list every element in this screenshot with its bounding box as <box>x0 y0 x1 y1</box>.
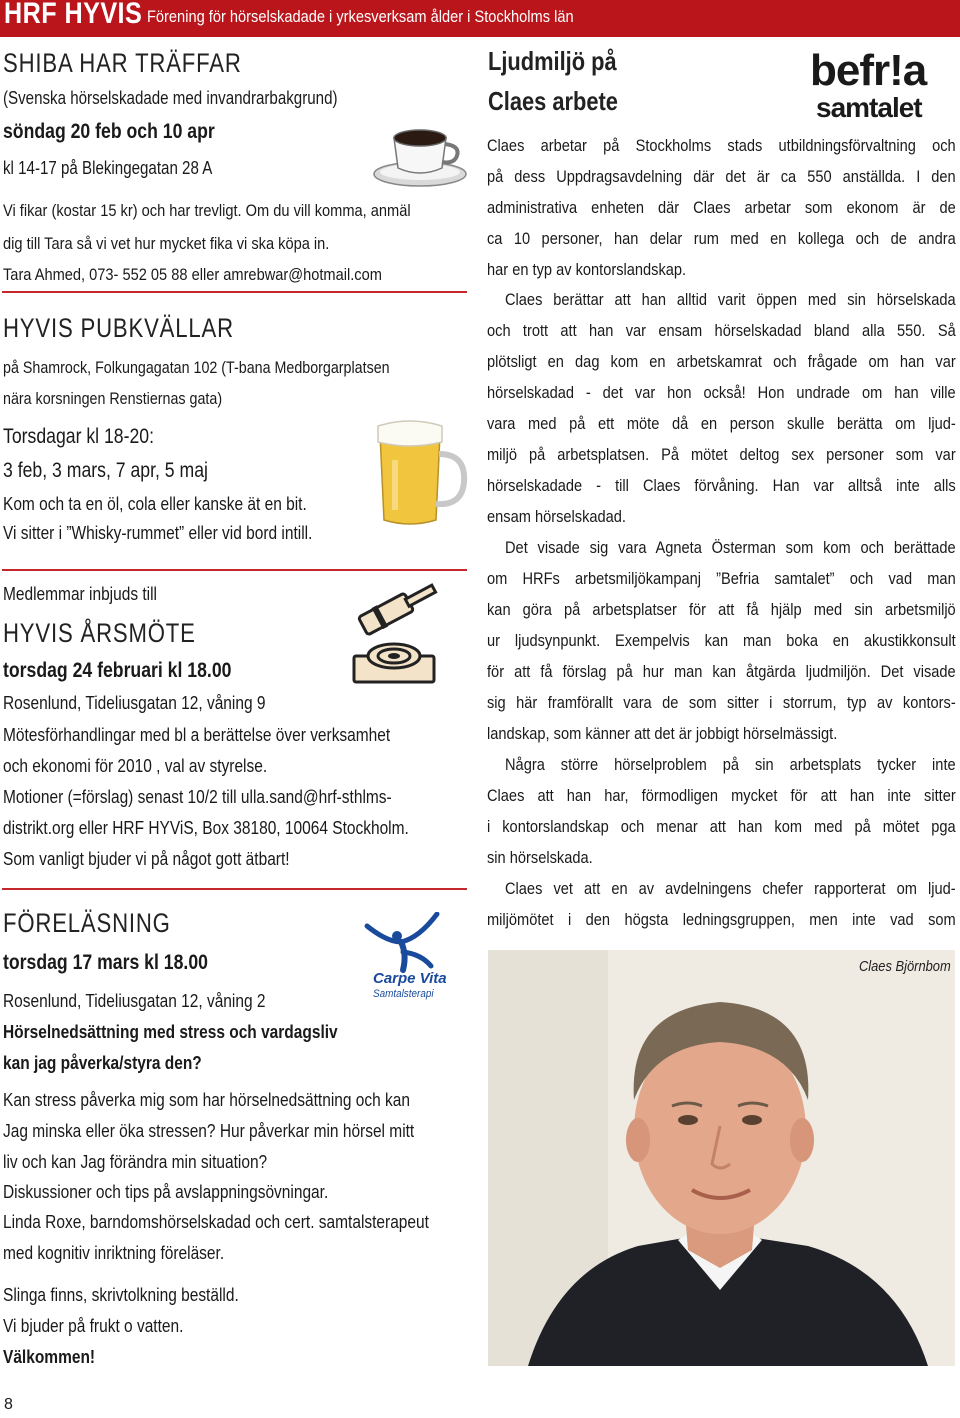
article-line: sig här framförallt vara de som sitter i storrum, typ av kontors- <box>487 693 956 712</box>
article-line: landskap, som känner att det är jobbigt hörselmässigt. <box>487 724 838 743</box>
article-line: hörselskadade - till Claes förvåning. Han var alltså inte alls <box>487 476 956 495</box>
carpe-vita-name: Carpe Vita <box>373 970 447 987</box>
pub-body-line: Kom och ta en öl, cola eller kanske ät en bit. <box>3 494 307 514</box>
brand-title: HRF HYVIS <box>4 0 143 30</box>
article-line: för att få förslag på hur man kan åtgärda ljudmiljön. Det visade <box>487 662 956 681</box>
pub-when: Torsdagar kl 18-20: <box>3 425 155 448</box>
arsmote-body-line: och ekonomi för 2010 , val av styrelse. <box>3 756 268 776</box>
beer-mug-image <box>370 420 470 530</box>
lecture-body-line: Diskussioner och tips på avslappningsövningar. <box>3 1182 329 1202</box>
lecture-body-line: Kan stress påverka mig som har hörselnedsättning och kan <box>3 1090 410 1110</box>
befria-logo-word: befr!a <box>810 46 927 95</box>
shiba-time-place: kl 14-17 på Blekingegatan 28 A <box>3 158 213 178</box>
lecture-body-line: liv och kan Jag förändra min situation? <box>3 1152 268 1172</box>
arsmote-intro: Medlemmar inbjuds till <box>3 584 157 604</box>
pub-body-line: Vi sitter i ”Whisky-rummet” eller vid bord intill. <box>3 523 313 543</box>
article-line: Claes arbetar på Stockholms stads utbildningsförvaltning och <box>487 136 956 155</box>
portrait-illustration <box>488 950 955 1366</box>
befria-logo-sub: samtalet <box>816 92 922 123</box>
article-line: administrativa enheten där Claes arbetar som ekonom är de <box>487 198 956 217</box>
lecture-body-line: med kognitiv inriktning föreläser. <box>3 1243 225 1263</box>
article-line: Några större hörselproblem på sin arbetsplats tycker inte <box>505 755 956 774</box>
pub-place-line: på Shamrock, Folkungagatan 102 (T-bana Medborgarplatsen <box>3 358 390 377</box>
pub-title: HYVIS PUBKVÄLLAR <box>3 313 234 343</box>
article-line: Claes vet att en av avdelningens chefer rapporterat om ljud- <box>505 879 956 898</box>
article-line: om HRFs arbetsmiljökampanj ”Befria samtalet” och vad man <box>487 569 956 588</box>
arsmote-body-line: Mötesförhandlingar med bl a berättelse över verksamhet <box>3 725 391 745</box>
lecture-topic-line: Hörselnedsättning med stress och vardagsliv <box>3 1022 338 1042</box>
section-divider <box>2 888 467 890</box>
shiba-title: SHIBA HAR TRÄFFAR <box>3 48 242 78</box>
lecture-footer-line: Vi bjuder på frukt o vatten. <box>3 1316 184 1336</box>
shiba-body-line: dig till Tara så vi vet hur mycket fika vi ska köpa in. <box>3 234 330 253</box>
arsmote-body-line: Som vanligt bjuder vi på något gott ätbart! <box>3 849 290 869</box>
lecture-place: Rosenlund, Tideliusgatan 12, våning 2 <box>3 991 266 1011</box>
shiba-dates: söndag 20 feb och 10 apr <box>3 120 215 143</box>
lecture-welcome: Välkommen! <box>3 1347 96 1367</box>
gavel-image <box>346 582 442 687</box>
article-line: plötsligt en dag kom en arbetskamrat och frågade om han var <box>487 352 956 371</box>
article-line: och trott att han var ensam hörselskadad bland alla 550. Så <box>487 321 956 340</box>
article-line: Claes att han har, förmodligen mycket för att han inte sitter <box>487 786 956 805</box>
pub-place-line: nära korsningen Renstiernas gata) <box>3 389 223 408</box>
shiba-subtitle: (Svenska hörselskadade med invandrarbakgrund) <box>3 88 338 108</box>
lecture-date: torsdag 17 mars kl 18.00 <box>3 951 208 974</box>
dancer-icon <box>363 912 443 974</box>
lecture-footer-line: Slinga finns, skrivtolkning beställd. <box>3 1285 239 1305</box>
article-line: Det visade sig vara Agneta Österman som kom och berättade <box>505 538 956 557</box>
article-line: har en typ av kontorslandskap. <box>487 260 687 279</box>
portrait-photo <box>488 950 955 1366</box>
article-line: sin hörselskada. <box>487 848 593 867</box>
article-title-line: Claes arbete <box>488 86 618 116</box>
pub-dates: 3 feb, 3 mars, 7 apr, 5 maj <box>3 459 208 482</box>
article-line: ensam hörselskadad. <box>487 507 626 526</box>
article-line: vara med på ett möte då en person skulle berätta om ljud- <box>487 414 956 433</box>
header-band <box>0 0 960 37</box>
arsmote-date: torsdag 24 februari kl 18.00 <box>3 659 232 682</box>
lecture-body-line: Jag minska eller öka stressen? Hur påverkar min hörsel mitt <box>3 1121 415 1141</box>
article-line: ca 10 personer, han delar rum med en kollega och de andra <box>487 229 956 248</box>
photo-caption: Claes Björnbom <box>859 958 951 975</box>
article-line: på dess Uppdragsavdelning där det är ca 550 anställda. I den <box>487 167 956 186</box>
article-line: i kontorslandskap och menar att han kom med på mötet pga <box>487 817 956 836</box>
header-tagline: Förening för hörselskadade i yrkesverksam ålder i Stockholms län <box>147 7 574 26</box>
article-line: ur ljudsynpunkt. Exempelvis kan man boka en akustikkonsult <box>487 631 956 650</box>
shiba-body-line: Vi fikar (kostar 15 kr) och har trevligt. Om du vill komma, anmäl <box>3 201 411 220</box>
lecture-body-line: Linda Roxe, barndomshörselskadad och cert. samtalsterapeut <box>3 1212 429 1232</box>
carpe-vita-sub: Samtalsterapi <box>373 988 434 1000</box>
arsmote-body-line: Rosenlund, Tideliusgatan 12, våning 9 <box>3 693 266 713</box>
article-title-line: Ljudmiljö på <box>488 46 617 76</box>
article-line: Claes berättar att han alltid varit öppen med sin hörselskada <box>505 290 956 309</box>
lecture-title: FÖRELÄSNING <box>3 908 171 938</box>
arsmote-body-line: Motioner (=förslag) senast 10/2 till ulla.sand@hrf-sthlms- <box>3 787 392 807</box>
befria-logo <box>808 46 958 124</box>
coffee-cup-image <box>372 120 467 190</box>
article-line: hörselskadad - det var hon också! Hon undrade om han ville <box>487 383 956 402</box>
lecture-topic-line: kan jag påverka/styra den? <box>3 1053 202 1073</box>
section-divider <box>2 569 467 571</box>
shiba-contact: Tara Ahmed, 073- 552 05 88 eller amrebwar@hotmail.com <box>3 265 382 284</box>
article-line: kan göra på arbetsplatser för att få hjälp med sin arbetsmiljö <box>487 600 956 619</box>
arsmote-title: HYVIS ÅRSMÖTE <box>3 618 196 648</box>
article-line: miljömötet i den högsta ledningsgruppen, men inte vad som <box>487 910 956 929</box>
arsmote-body-line: distrikt.org eller HRF HYViS, Box 38180, 10064 Stockholm. <box>3 818 409 838</box>
article-line: miljö på arbetsplatsen. På mötet deltog sex personer som var <box>487 445 956 464</box>
page-number: 8 <box>4 1396 13 1413</box>
carpe-vita-logo <box>355 912 455 1012</box>
section-divider <box>2 291 467 293</box>
